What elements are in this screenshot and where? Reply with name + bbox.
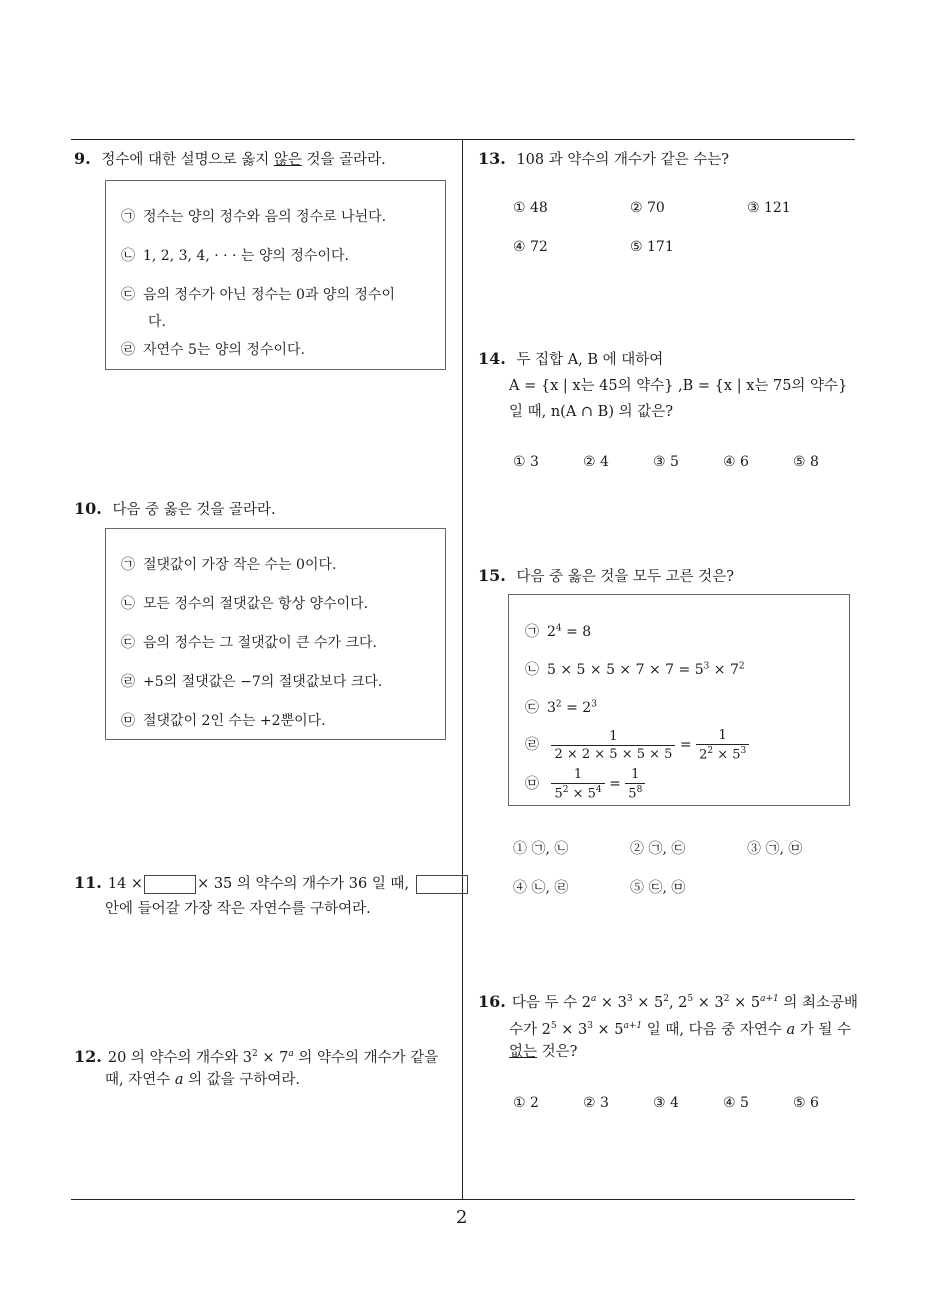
question-text: 다음 중 옳은 것을 골라라. [112,502,276,518]
question-number: 12. [74,1046,102,1066]
question-text: 두 집합 A, B 에 대하여 [516,352,664,368]
q13-choice[interactable]: ③ 121 [747,200,791,216]
q9-item: ㉠ 정수는 양의 정수와 음의 정수로 나뉜다. [121,209,387,225]
question-number: 10. [74,499,102,518]
answer-blank[interactable] [144,875,196,894]
question-9 [74,146,386,173]
question-number: 16. [478,991,506,1011]
question-number: 14. [478,349,506,368]
question-number: 11. [74,873,102,892]
q16-choice[interactable]: ⑤ 6 [793,1095,819,1111]
bottom-rule [71,1199,855,1200]
question-16: 16. 다음 두 수 $2^a \times 3^3 \times 5^2$, $2^5 \times 3^2 \times 5^{a+1}$ 의 최소공배 [478,991,858,1011]
q14-choice[interactable]: ③ 5 [653,454,679,470]
page-number: 2 [456,1207,468,1228]
q10-item: ㉠ 절댓값이 가장 작은 수는 0이다. [121,557,337,573]
q10-item: ㉡ 모든 정수의 절댓값은 항상 양수이다. [121,596,369,612]
q13-choice[interactable]: ④ 72 [513,239,548,255]
q15-choice[interactable]: ① ㉠, ㉡ [513,841,569,857]
question-12: 12. 20 의 약수의 개수와 $3^2 \times 7^a$ 의 약수의 개수가 같을 [74,1046,439,1066]
q15-choice[interactable]: ③ ㉠, ㉤ [747,841,803,857]
q10-item: ㉤ 절댓값이 2인 수는 +2뿐이다. [121,713,326,729]
top-rule [71,139,855,140]
q15-item: ㉢ $3^2 = 2^3$ [525,699,597,716]
question-text: 정수에 대한 설명으로 옳지 [101,152,274,168]
q13-choice[interactable]: ② 70 [630,200,665,216]
question-15 [478,563,734,590]
q9-item: ㉣ 자연수 5는 양의 정수이다. [121,342,305,358]
question-16-line3: 없는 것은? [509,1044,578,1060]
q15-item: ㉣ $\frac{1}{2 \times 2 \times 5 \times 5 \times 5}$ = $\frac{1}{2^2 \times 5^3}$ [525,728,749,762]
question-text-underlined: 않은 [273,152,302,168]
q16-choice[interactable]: ③ 4 [653,1095,679,1111]
question-14 [478,346,663,373]
q14-choice[interactable]: ② 4 [583,454,609,470]
q15-choice[interactable]: ② ㉠, ㉢ [630,841,686,857]
question-13 [478,146,729,173]
question-number: 9. [74,149,91,168]
question-12-line2: 때, 자연수 a 의 값을 구하여라. [105,1072,301,1088]
q10-item: ㉢ 음의 정수는 그 절댓값이 큰 수가 크다. [121,635,378,651]
question-text: 것을 골라라. [301,152,386,168]
answer-blank[interactable] [416,875,468,894]
question-11: 11. 14 × × 35 의 약수의 개수가 36 일 때, [74,870,468,897]
q9-item: ㉡ 1, 2, 3, 4, · · · 는 양의 정수이다. [121,248,349,264]
question-text: 108 과 약수의 개수가 같은 수는? [516,152,730,168]
q15-choice[interactable]: ④ ㉡, ㉣ [513,880,569,896]
question-14-line3: 일 때, n(A ∩ B) 의 값은? [509,404,674,420]
question-10 [74,496,276,523]
q15-choice[interactable]: ⑤ ㉢, ㉤ [630,880,686,896]
q13-choice[interactable]: ⑤ 171 [630,239,674,255]
q15-item: ㉠ $2^4 = 8$ [525,623,592,640]
column-divider [462,139,463,1200]
q14-choice[interactable]: ④ 6 [723,454,749,470]
q10-item: ㉣ +5의 절댓값은 −7의 절댓값보다 크다. [121,674,383,690]
question-14-line2: A = {x | x는 45의 약수} ,B = {x | x는 75의 약수} [509,378,848,394]
q16-choice[interactable]: ④ 5 [723,1095,749,1111]
q16-choice[interactable]: ① 2 [513,1095,539,1111]
question-11-line2: 안에 들어갈 가장 작은 자연수를 구하여라. [105,901,371,917]
q13-choice[interactable]: ① 48 [513,200,548,216]
question-number: 13. [478,149,506,168]
q14-choice[interactable]: ① 3 [513,454,539,470]
q9-item: ㉢ 음의 정수가 아닌 정수는 0과 양의 정수이 [121,287,395,303]
q15-item: ㉤ $\frac{1}{5^2 \times 5^4}$ = $\frac{1}{5^8}$ [525,767,645,801]
q15-item: ㉡ $5 \times 5 \times 5 \times 7 \times 7 = 5^3 \times 7^2$ [525,661,745,678]
question-number: 15. [478,566,506,585]
q16-choice[interactable]: ② 3 [583,1095,609,1111]
q9-item-cont: 다. [148,314,166,330]
question-text: 다음 중 옳은 것을 모두 고른 것은? [516,569,734,585]
q14-choice[interactable]: ⑤ 8 [793,454,819,470]
question-16-line2: 수가 $2^5 \times 3^3 \times 5^{a+1}$ 일 때, 다음 중 자연수 a 가 될 수 [509,1021,851,1038]
